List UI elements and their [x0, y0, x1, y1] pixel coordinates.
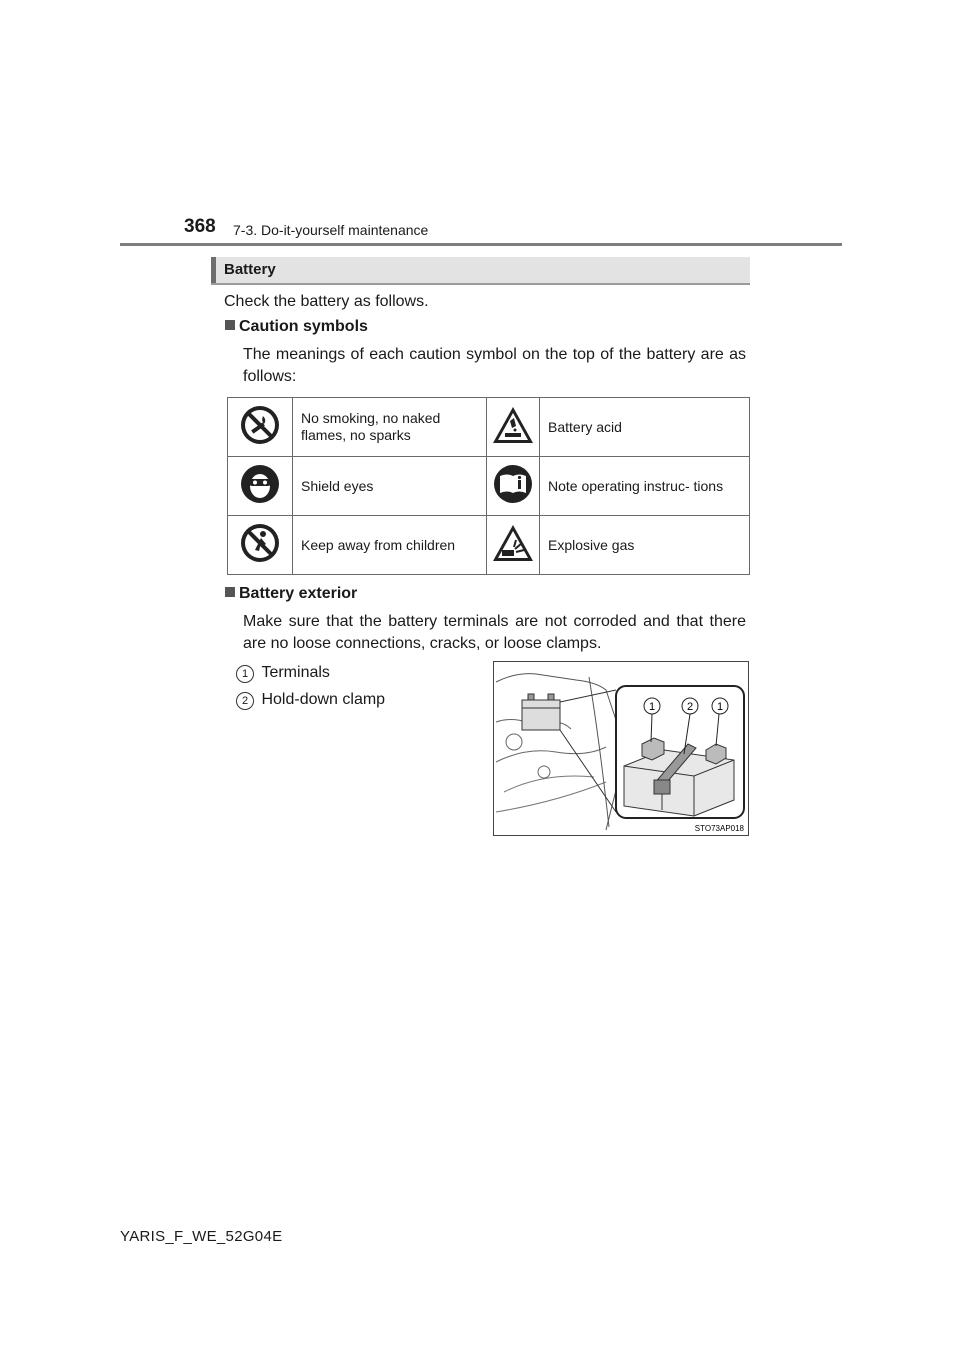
shield-eyes-icon: [228, 457, 293, 516]
table-row: [228, 398, 750, 457]
table-row: [228, 457, 750, 516]
section-title: 7-3. Do-it-yourself maintenance: [233, 222, 429, 238]
callout-number: 1: [236, 665, 254, 683]
explosive-gas-icon: [487, 516, 540, 575]
legend-item-terminals: [236, 664, 330, 683]
exterior-text: Make sure that the battery terminals are not corroded and that there are no loose connections, cracks, or loose clamps.: [243, 613, 746, 652]
no-smoking-icon: [228, 398, 293, 457]
battery-heading: [211, 257, 750, 285]
heading-label: Battery: [224, 261, 276, 278]
symbol-label: Note operating instruc- tions: [540, 457, 750, 516]
caution-subhead: [225, 318, 368, 336]
heading-accent: [211, 257, 216, 283]
header-rule: [120, 243, 842, 246]
legend-item-clamp: [236, 691, 385, 710]
exterior-title: Battery exterior: [239, 585, 358, 602]
table-row: [228, 516, 750, 575]
operating-instructions-icon: [487, 457, 540, 516]
symbol-label: Shield eyes: [293, 457, 487, 516]
exterior-subhead: [225, 585, 357, 603]
document-code: YARIS_F_WE_52G04E: [120, 1228, 283, 1245]
legend-label: Hold-down clamp: [261, 691, 386, 708]
symbol-label: Explosive gas: [540, 516, 750, 575]
bullet-square-icon: [225, 320, 235, 330]
battery-figure: [493, 661, 749, 836]
legend-label: Terminals: [261, 664, 330, 681]
symbol-label: Battery acid: [540, 398, 750, 457]
caution-title: Caution symbols: [239, 318, 368, 335]
caution-symbols-table: [227, 397, 750, 575]
figure-callout: 1: [648, 701, 656, 713]
callout-number: 2: [236, 692, 254, 710]
page-number: 368: [184, 216, 216, 237]
symbol-label: No smoking, no naked flames, no sparks: [293, 398, 487, 457]
bullet-square-icon: [225, 587, 235, 597]
symbol-label: Keep away from children: [293, 516, 487, 575]
battery-acid-icon: [487, 398, 540, 457]
caution-text: The meanings of each caution symbol on the top of the battery are as follows:: [243, 346, 746, 385]
intro-text: Check the battery as follows.: [224, 293, 429, 310]
figure-code: STO73AP018: [694, 824, 744, 833]
engine-bay-illustration: [494, 662, 748, 835]
keep-away-children-icon: [228, 516, 293, 575]
figure-callout: 2: [686, 701, 694, 713]
figure-callout: 1: [716, 701, 724, 713]
